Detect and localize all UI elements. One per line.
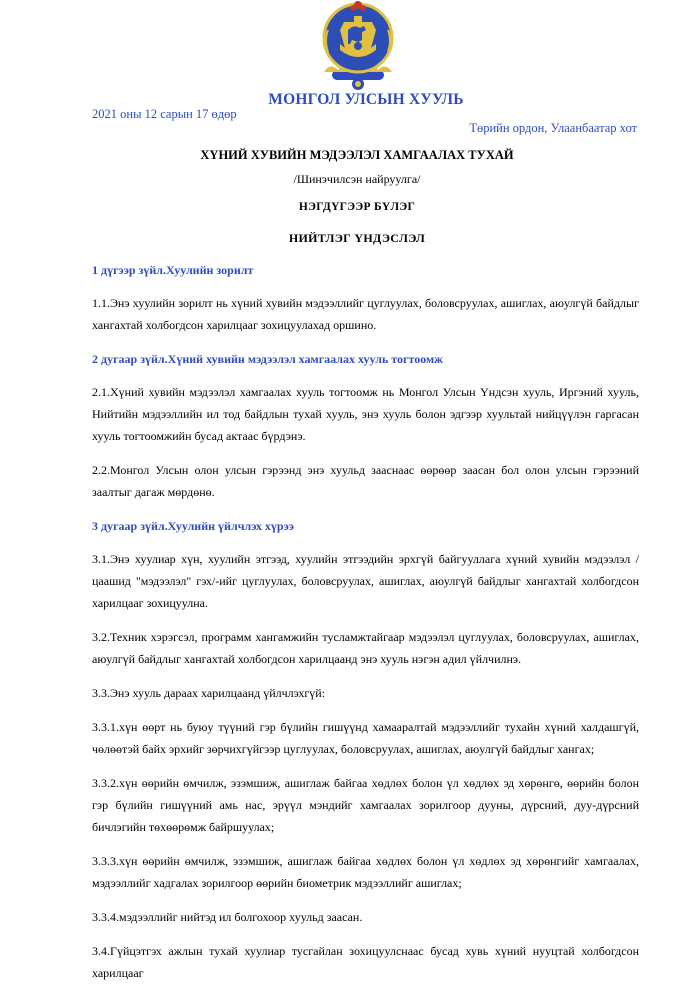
article-paragraph: 3.2.Техник хэрэгсэл, программ хангамжийн тусламжтайгаар мэдээлэл цуглуулах, боловсруулах, ашиглах, аюулгүй байдлыг хангахтай холбогдсон харилцаанд энэ хууль нэгэн адил үйлчилнэ.: [92, 630, 639, 666]
article-2: [92, 348, 639, 503]
state-emblem: [314, 0, 402, 92]
chapter-number: НЭГДҮГЭЭР БҮЛЭГ: [298, 201, 416, 213]
article-heading: 3 дугаар зүйл.Хуулийн үйлчлэх хүрээ: [92, 519, 294, 533]
article-paragraph: 3.1.Энэ хуулиар хүн, хуулийн этгээд, хуулийн этгээдийн эрхгүй байгууллага хүний хувийн мэдээлэл /цаашид "мэдээлэл" гэх/-ийг цуглуулах, боловсруулах, ашиглах, аюулгүй байдлыг хангахтай холбогдсон харилцааг зохицуулна.: [92, 552, 639, 610]
law-subtitle: /Шинэчилсэн найруулга/: [293, 172, 421, 186]
law-date: 2021 оны 12 сарын 17 өдөр: [92, 107, 237, 121]
article-paragraph: 1.1.Энэ хуулийн зорилт нь хүний хувийн мэдээллийг цуглуулах, боловсруулах, ашиглах, аюулгүй байдлыг хангахтай холбогдсон харилцааг зохицуулахад оршино.: [92, 296, 639, 332]
article-paragraph: 3.3.Энэ хууль дараах харилцаанд үйлчлэхгүй:: [92, 686, 326, 700]
article-heading: 2 дугаар зүйл.Хүний хувийн мэдээлэл хамгаалах хууль тогтоомж: [92, 352, 443, 366]
article-1: [92, 259, 639, 336]
article-paragraph: 2.1.Хүний хувийн мэдээлэл хамгаалах хууль тогтоомж нь Монгол Улсын Үндсэн хууль, Иргэний хууль, Нийтийн мэдээллийн ил тод байдлын тухай хууль, энэ хууль болон эдгээр хуультай нийцүүлэн гаргасан хууль тогтоомжийн бусад актаас бүрдэнэ.: [92, 385, 639, 443]
article-paragraph: 3.3.3.хүн өөрийн өмчилж, эзэмшиж, ашиглаж байгаа хөдлөх болон үл хөдлөх эд хөрөнгийг хамгаалах, мэдээллийг хадгалах зорилгоор өөрийн биометрик мэдээллийг ашиглах;: [92, 854, 639, 890]
law-content: [92, 259, 639, 996]
law-title: ХҮНИЙ ХУВИЙН МЭДЭЭЛЭЛ ХАМГААЛАХ ТУХАЙ: [200, 148, 514, 162]
article-paragraph: 3.3.4.мэдээллийг нийтэд ил болгохоор хуульд заасан.: [92, 910, 363, 924]
chapter-name: НИЙТЛЭГ ҮНДЭСЛЭЛ: [288, 231, 426, 245]
article-heading: 1 дүгээр зүйл.Хуулийн зорилт: [92, 263, 254, 277]
article-paragraph: 2.2.Монгол Улсын олон улсын гэрээнд энэ хуульд зааснаас өөрөөр заасан бол олон улсын гэрээний заалтыг дагаж мөрдөнө.: [92, 463, 639, 499]
article-paragraph: 3.3.1.хүн өөрт нь буюу түүний гэр бүлийн гишүүнд хамааралтай мэдээллийг тухайн хүний халдашгүй, чөлөөтэй байх эрхийг зөрчихгүйгээр цуглуулах, боловсруулах, ашиглах, аюулгүй байдлыг хангах;: [92, 720, 639, 756]
article-paragraph: 3.4.Гүйцэтгэх ажлын тухай хуулиар тусгайлан зохицуулснаас бусад хувь хүний нууцтай холбогдсон харилцааг: [92, 944, 639, 980]
article-paragraph: 3.3.2.хүн өөрийн өмчилж, эзэмшиж, ашиглаж байгаа хөдлөх болон үл хөдлөх эд хөрөнгө, өөрийн болон гэр бүлийн гишүүний амь нас, эрүүл мэндийг хамгаалах зорилгоор дууны, дүрсний, дуу-дүрсний бичлэгийн төхөөрөмж байршуулах;: [92, 776, 639, 834]
law-place: Төрийн ордон, Улаанбаатар хот: [469, 121, 637, 135]
article-3: [92, 515, 639, 984]
government-title: МОНГОЛ УЛСЫН ХУУЛЬ: [268, 91, 464, 108]
